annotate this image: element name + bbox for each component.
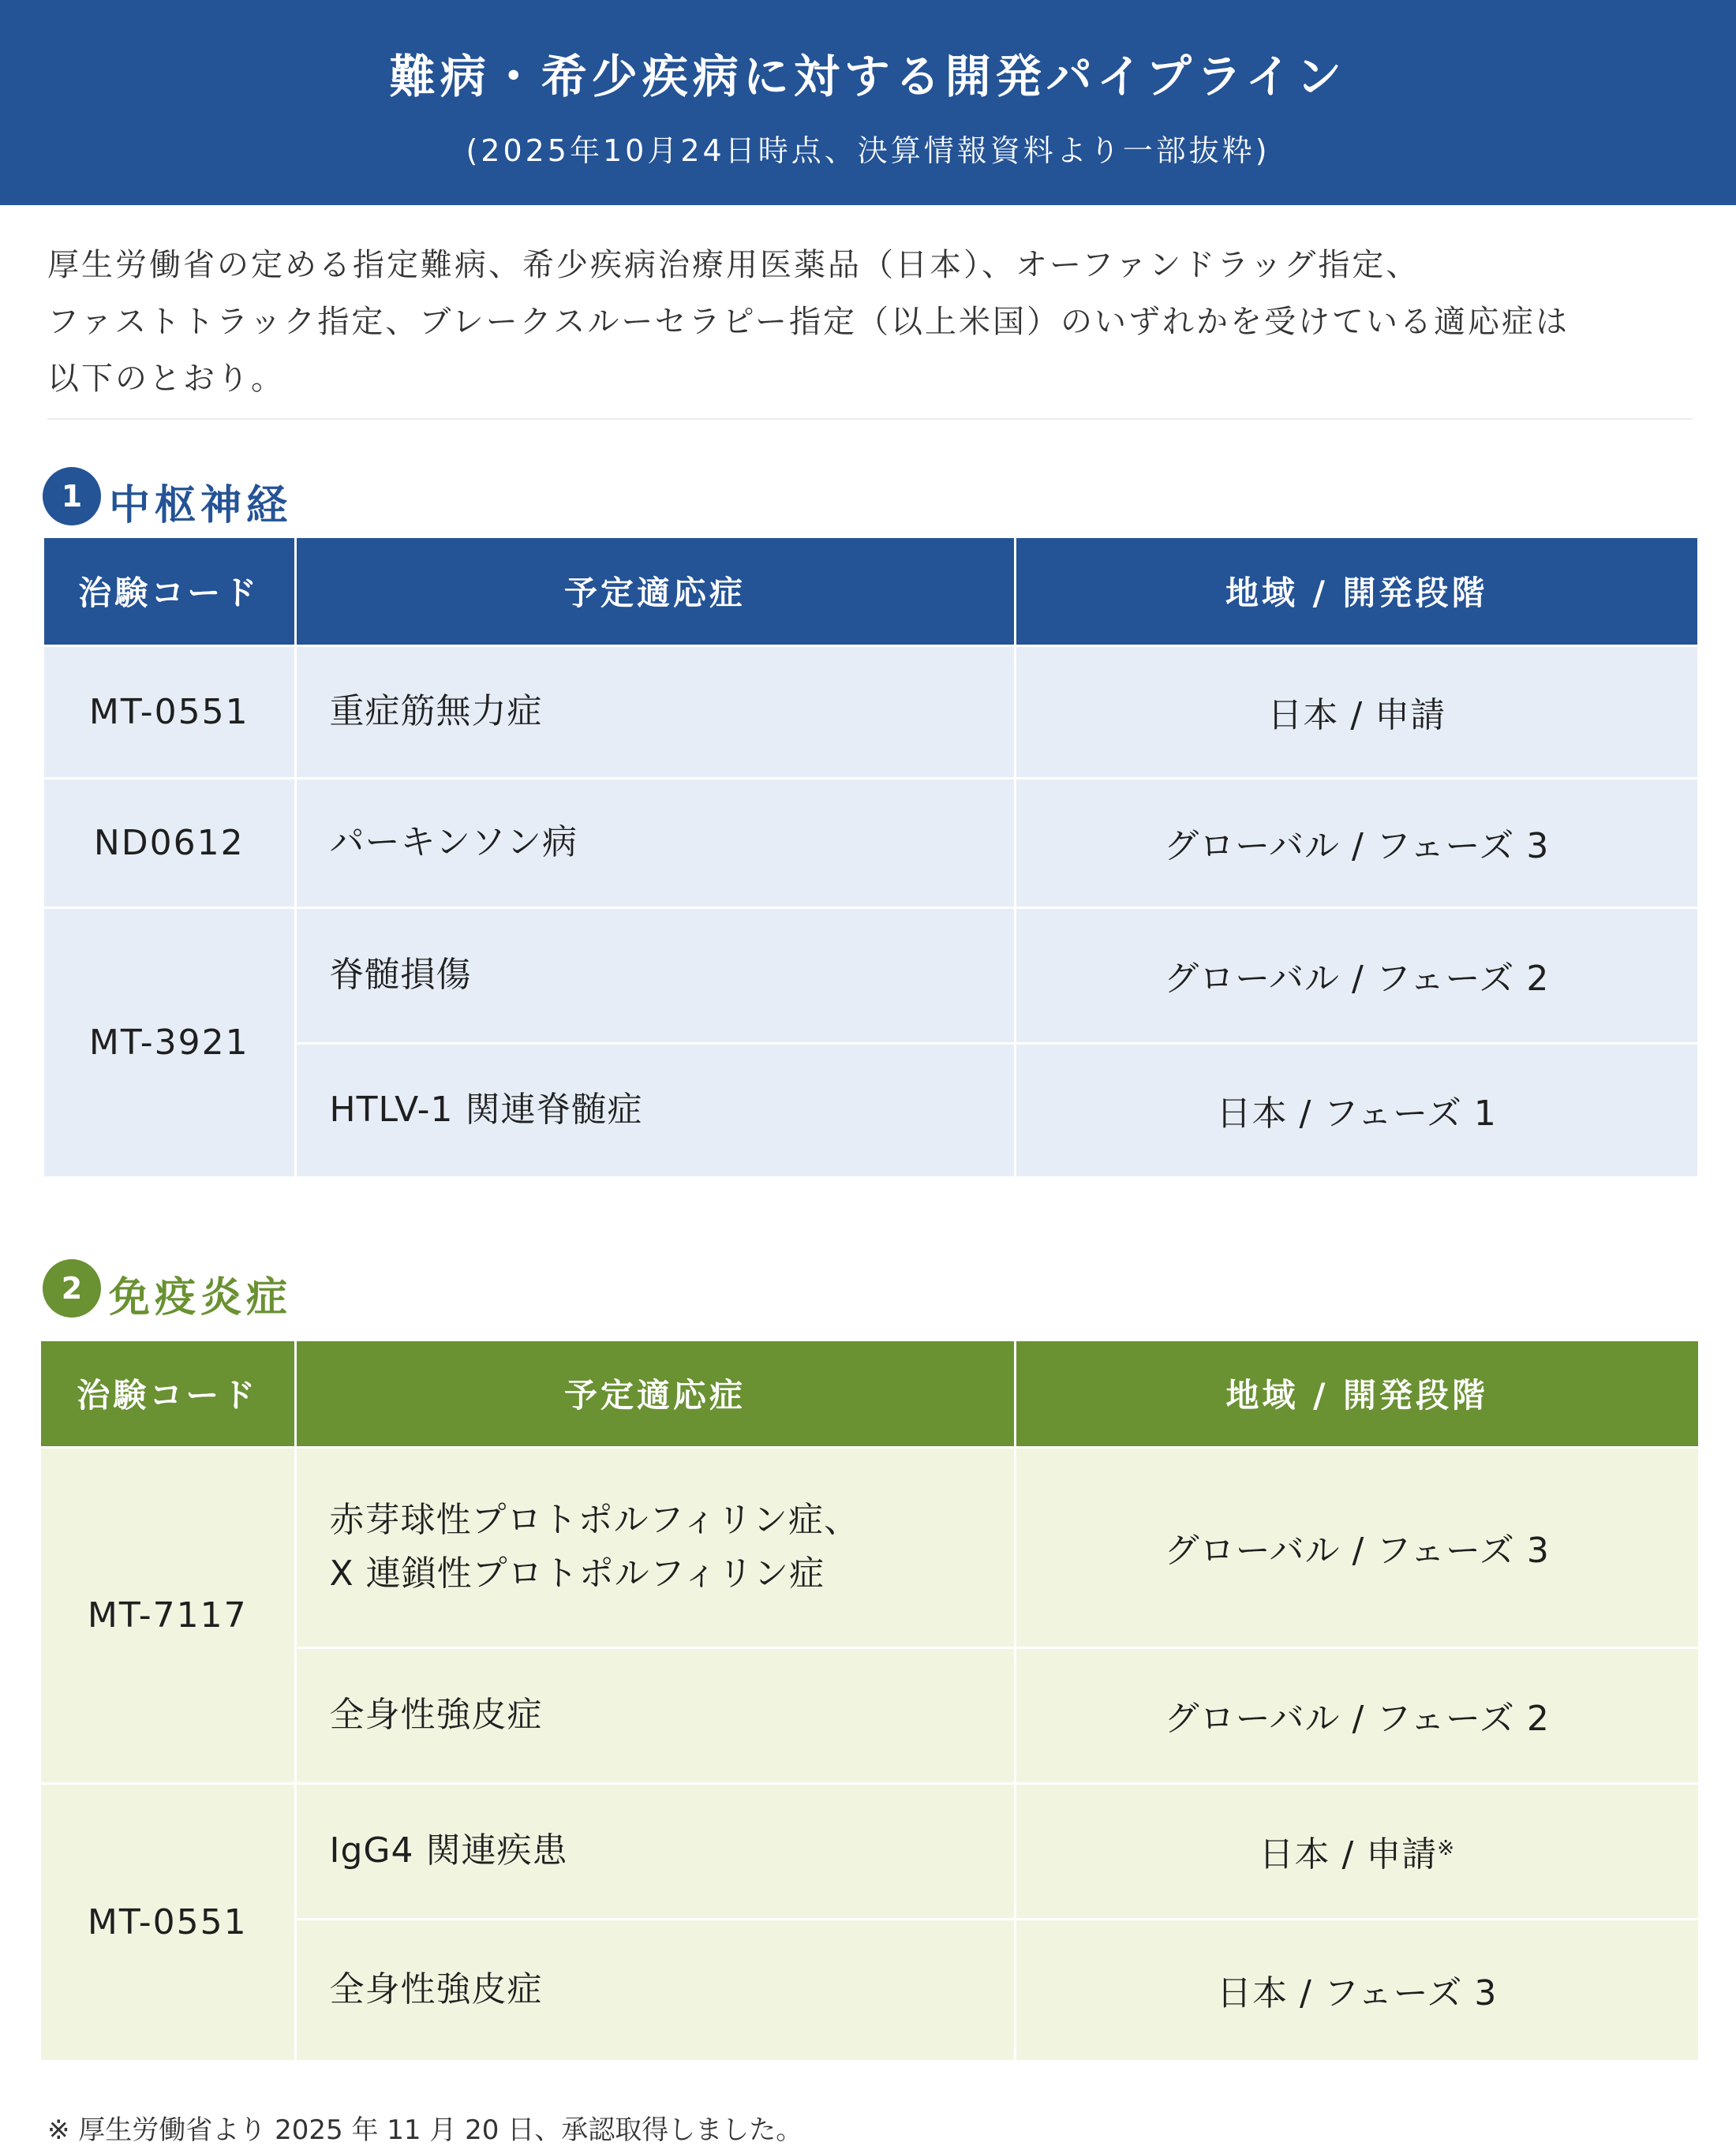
intro-paragraph xyxy=(47,237,1704,407)
intro-line: 以下のとおり。 xyxy=(47,361,285,397)
indication: パーキンソン病 xyxy=(295,778,1015,907)
region-stage xyxy=(1015,1783,1698,1919)
column-header-code: 治験コード xyxy=(41,1341,295,1447)
section-number-badge: 1 xyxy=(43,467,101,525)
trial-code: MT-7117 xyxy=(41,1447,295,1783)
region-stage: グローバル / フェーズ 2 xyxy=(1015,907,1697,1043)
table-row xyxy=(44,778,1697,907)
footnote: ※ 厚生労働省より 2025 年 11 月 20 日、承認取得しました。 xyxy=(47,2114,803,2146)
region-stage: 日本 / 申請 xyxy=(1015,645,1697,778)
pipeline-table-immunology xyxy=(41,1341,1698,2062)
indication-line: 赤芽球性プロトポルフィリン症、 xyxy=(329,1500,859,1540)
indication: HTLV-1 関連脊髄症 xyxy=(295,1043,1015,1177)
table-row xyxy=(41,1783,1698,1919)
indication-line: X 連鎖性プロトポルフィリン症 xyxy=(329,1553,825,1594)
region-stage: 日本 / フェーズ 3 xyxy=(1015,1919,1698,2061)
column-header-stage: 地域 / 開発段階 xyxy=(1015,538,1697,645)
page-title: 難病・希少疾病に対する開発パイプライン xyxy=(389,50,1347,103)
table-header-row xyxy=(41,1341,1698,1447)
page-subtitle: (2025年10月24日時点、決算情報資料より一部抜粋) xyxy=(466,133,1270,168)
trial-code: MT-0551 xyxy=(41,1783,295,2061)
region-stage: 日本 / フェーズ 1 xyxy=(1015,1043,1697,1177)
region-stage: グローバル / フェーズ 2 xyxy=(1015,1647,1698,1783)
intro-line: ファストトラック指定、ブレークスルーセラピー指定（以上米国）のいずれかを受けている適応症は xyxy=(47,304,1570,340)
indication: IgG4 関連疾患 xyxy=(295,1783,1015,1919)
trial-code: MT-3921 xyxy=(44,907,295,1177)
page-header xyxy=(0,0,1736,205)
indication: 脊髄損傷 xyxy=(295,907,1015,1043)
trial-code: ND0612 xyxy=(44,778,295,907)
region-stage: グローバル / フェーズ 3 xyxy=(1015,778,1697,907)
pipeline-table-cns xyxy=(44,538,1697,1179)
table-row xyxy=(44,907,1697,1043)
table-header-row xyxy=(44,538,1697,645)
divider xyxy=(47,418,1693,420)
section-number-badge: 2 xyxy=(43,1259,101,1318)
indication xyxy=(295,1447,1015,1647)
indication: 重症筋無力症 xyxy=(295,645,1015,778)
indication: 全身性強皮症 xyxy=(295,1647,1015,1783)
footnote-mark: ※ xyxy=(1437,1837,1456,1860)
table-row xyxy=(41,1447,1698,1647)
column-header-code: 治験コード xyxy=(44,538,295,645)
trial-code: MT-0551 xyxy=(44,645,295,778)
column-header-stage: 地域 / 開発段階 xyxy=(1015,1341,1698,1447)
section-title: 免疫炎症 xyxy=(109,1274,293,1322)
column-header-indication: 予定適応症 xyxy=(295,538,1015,645)
section-title: 中枢神経 xyxy=(109,482,293,529)
table-row xyxy=(44,645,1697,778)
column-header-indication: 予定適応症 xyxy=(295,1341,1015,1447)
intro-line: 厚生労働省の定める指定難病、希少疾病治療用医薬品（日本）、オーファンドラッグ指定、 xyxy=(47,247,1420,283)
indication: 全身性強皮症 xyxy=(295,1919,1015,2061)
region-stage: グローバル / フェーズ 3 xyxy=(1015,1447,1698,1647)
region-stage-text: 日本 / 申請 xyxy=(1259,1834,1438,1875)
